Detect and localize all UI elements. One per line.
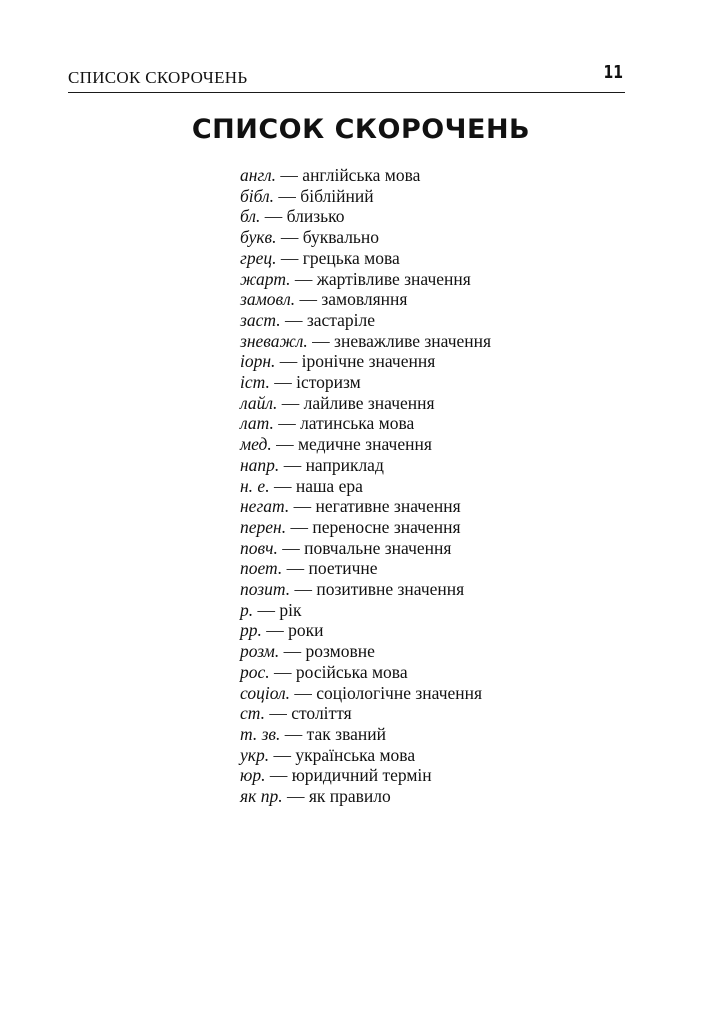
abbreviation-entry xyxy=(240,372,491,393)
abbreviation-dash: — xyxy=(277,392,304,413)
abbreviation-term: мед. xyxy=(240,434,272,455)
abbreviation-term: р. xyxy=(240,599,254,620)
abbreviation-entry xyxy=(240,476,491,497)
abbreviation-dash: — xyxy=(261,620,289,641)
abbreviation-entry xyxy=(240,538,491,559)
abbreviation-term: англ. xyxy=(240,165,277,185)
abbreviation-term: рос. xyxy=(240,661,270,682)
abbreviation-dash: — xyxy=(253,599,280,620)
abbreviation-entry xyxy=(240,310,491,331)
abbreviation-term: іорн. xyxy=(240,351,276,372)
abbreviation-entry xyxy=(240,434,491,455)
abbreviation-dash: — xyxy=(286,516,313,537)
abbreviation-dash: — xyxy=(265,765,292,786)
abbreviation-term: букв. xyxy=(240,227,277,248)
abbreviation-entry xyxy=(240,186,491,207)
abbreviation-entry xyxy=(240,517,491,538)
abbreviation-term: лат. xyxy=(240,413,274,434)
abbreviation-meaning: латинська мова xyxy=(300,413,415,434)
abbreviation-term: позит. xyxy=(240,579,291,600)
abbreviation-meaning: іронічне значення xyxy=(301,351,436,372)
abbreviation-dash: — xyxy=(275,351,302,372)
abbreviation-entry xyxy=(240,765,491,786)
abbreviation-dash: — xyxy=(265,703,292,724)
abbreviation-entry xyxy=(240,558,491,579)
abbreviation-meaning: російська мова xyxy=(295,661,408,682)
abbreviation-term: бл. xyxy=(240,206,261,227)
abbreviation-meaning: близько xyxy=(286,206,345,227)
abbreviation-dash: — xyxy=(276,165,303,185)
page-number: 11 xyxy=(603,62,623,83)
abbreviation-entry xyxy=(240,662,491,683)
abbreviation-dash: — xyxy=(274,185,301,206)
abbreviation-entry xyxy=(240,289,491,310)
abbreviation-meaning: наприклад xyxy=(305,454,384,475)
abbreviation-meaning: замовляння xyxy=(321,289,408,310)
abbreviation-term: рр. xyxy=(240,620,262,641)
abbreviation-entry xyxy=(240,579,491,600)
abbreviation-dash: — xyxy=(282,786,309,807)
abbreviation-meaning: лайливе значення xyxy=(303,392,435,413)
abbreviation-meaning: юридичний термін xyxy=(291,765,432,786)
abbreviation-meaning: буквально xyxy=(302,227,380,248)
abbreviation-meaning: застаріле xyxy=(306,309,376,330)
abbreviation-term: як пр. xyxy=(240,786,283,807)
abbreviation-entry xyxy=(240,269,491,290)
abbreviation-dash: — xyxy=(276,227,303,248)
abbreviation-entry xyxy=(240,683,491,704)
running-head xyxy=(68,62,625,93)
abbreviation-entry xyxy=(240,227,491,248)
abbreviation-dash: — xyxy=(290,682,317,703)
abbreviation-term: негат. xyxy=(240,496,290,517)
abbreviation-term: ст. xyxy=(240,703,265,724)
abbreviation-term: розм. xyxy=(240,641,280,662)
abbreviation-dash: — xyxy=(271,434,298,455)
abbreviation-term: жарт. xyxy=(240,268,291,289)
abbreviation-dash: — xyxy=(307,330,335,351)
abbreviation-term: поет. xyxy=(240,558,283,579)
abbreviation-meaning: так званий xyxy=(306,723,386,744)
abbreviation-term: зневажл. xyxy=(240,330,308,351)
abbreviation-meaning: зневажливе значення xyxy=(334,330,492,351)
abbreviation-meaning: рік xyxy=(279,599,302,620)
abbreviation-entry xyxy=(240,393,491,414)
abbreviation-dash: — xyxy=(269,475,296,496)
abbreviation-dash: — xyxy=(269,661,296,682)
abbreviation-dash: — xyxy=(280,723,307,744)
abbreviation-dash: — xyxy=(289,496,316,517)
abbreviation-entry xyxy=(240,600,491,621)
abbreviation-meaning: повчальне значення xyxy=(304,537,452,558)
abbreviation-meaning: соціологічне значення xyxy=(316,682,483,703)
abbreviation-entry xyxy=(240,641,491,662)
running-head-title: СПИСОК СКОРОЧЕНЬ xyxy=(68,68,248,87)
abbreviation-term: т. зв. xyxy=(240,723,281,744)
abbreviation-meaning: біблійний xyxy=(300,185,374,206)
abbreviation-dash: — xyxy=(282,558,309,579)
abbreviation-term: укр. xyxy=(240,744,270,765)
abbreviation-meaning: негативне значення xyxy=(315,496,461,517)
abbreviation-meaning: медичне значення xyxy=(297,434,432,455)
abbreviation-dash: — xyxy=(269,744,296,765)
abbreviation-meaning: українська мова xyxy=(295,744,416,765)
abbreviation-meaning: розмовне xyxy=(305,641,375,662)
abbreviation-term: лайл. xyxy=(240,392,278,413)
abbreviation-meaning: грецька мова xyxy=(302,247,400,268)
abbreviation-entry xyxy=(240,331,491,352)
abbreviation-meaning: роки xyxy=(288,620,324,641)
abbreviation-dash: — xyxy=(273,413,301,434)
abbreviation-term: повч. xyxy=(240,537,278,558)
abbreviation-dash: — xyxy=(295,289,322,310)
abbreviation-entry xyxy=(240,455,491,476)
abbreviation-entry xyxy=(240,786,491,807)
abbreviation-dash: — xyxy=(279,454,306,475)
abbreviation-term: грец. xyxy=(240,247,277,268)
abbreviation-entry xyxy=(240,248,491,269)
abbreviation-term: замовл. xyxy=(240,289,296,310)
abbreviation-term: соціол. xyxy=(240,682,291,703)
abbreviation-meaning: як правило xyxy=(308,786,391,807)
abbreviation-meaning: поетичне xyxy=(308,558,378,579)
abbreviation-meaning: англійська мова xyxy=(302,165,421,185)
abbreviation-dash: — xyxy=(290,579,317,600)
abbreviation-meaning: позитивне значення xyxy=(316,579,465,600)
abbreviation-term: н. е. xyxy=(240,475,270,496)
abbreviation-dash: — xyxy=(280,309,307,330)
abbreviation-entry xyxy=(240,724,491,745)
abbreviation-meaning: переносне значення xyxy=(312,516,461,537)
abbreviation-dash: — xyxy=(290,268,317,289)
abbreviation-term: напр. xyxy=(240,454,280,475)
abbreviation-term: іст. xyxy=(240,372,270,393)
abbreviation-dash: — xyxy=(276,247,303,268)
abbreviation-dash: — xyxy=(277,537,305,558)
abbreviation-entry xyxy=(240,496,491,517)
abbreviation-entry xyxy=(240,413,491,434)
abbreviation-meaning: століття xyxy=(291,703,352,724)
abbreviation-entry xyxy=(240,703,491,724)
abbreviation-entry xyxy=(240,745,491,766)
abbreviation-term: перен. xyxy=(240,516,287,537)
abbreviation-entry xyxy=(240,620,491,641)
abbreviation-entry xyxy=(240,351,491,372)
abbreviation-entry xyxy=(240,206,491,227)
abbreviation-dash: — xyxy=(269,372,297,393)
abbreviation-list xyxy=(240,165,491,807)
abbreviation-meaning: наша ера xyxy=(295,475,363,496)
abbreviation-meaning: жартівливе значення xyxy=(316,268,471,289)
abbreviation-dash: — xyxy=(260,206,287,227)
page-heading: СПИСОК СКОРОЧЕНЬ xyxy=(191,114,531,145)
abbreviation-term: заст. xyxy=(240,309,281,330)
abbreviation-dash: — xyxy=(279,641,306,662)
abbreviation-meaning: історизм xyxy=(296,372,361,393)
abbreviation-entry xyxy=(240,165,491,186)
abbreviation-term: юр. xyxy=(240,765,266,786)
abbreviation-term: бібл. xyxy=(240,185,275,206)
